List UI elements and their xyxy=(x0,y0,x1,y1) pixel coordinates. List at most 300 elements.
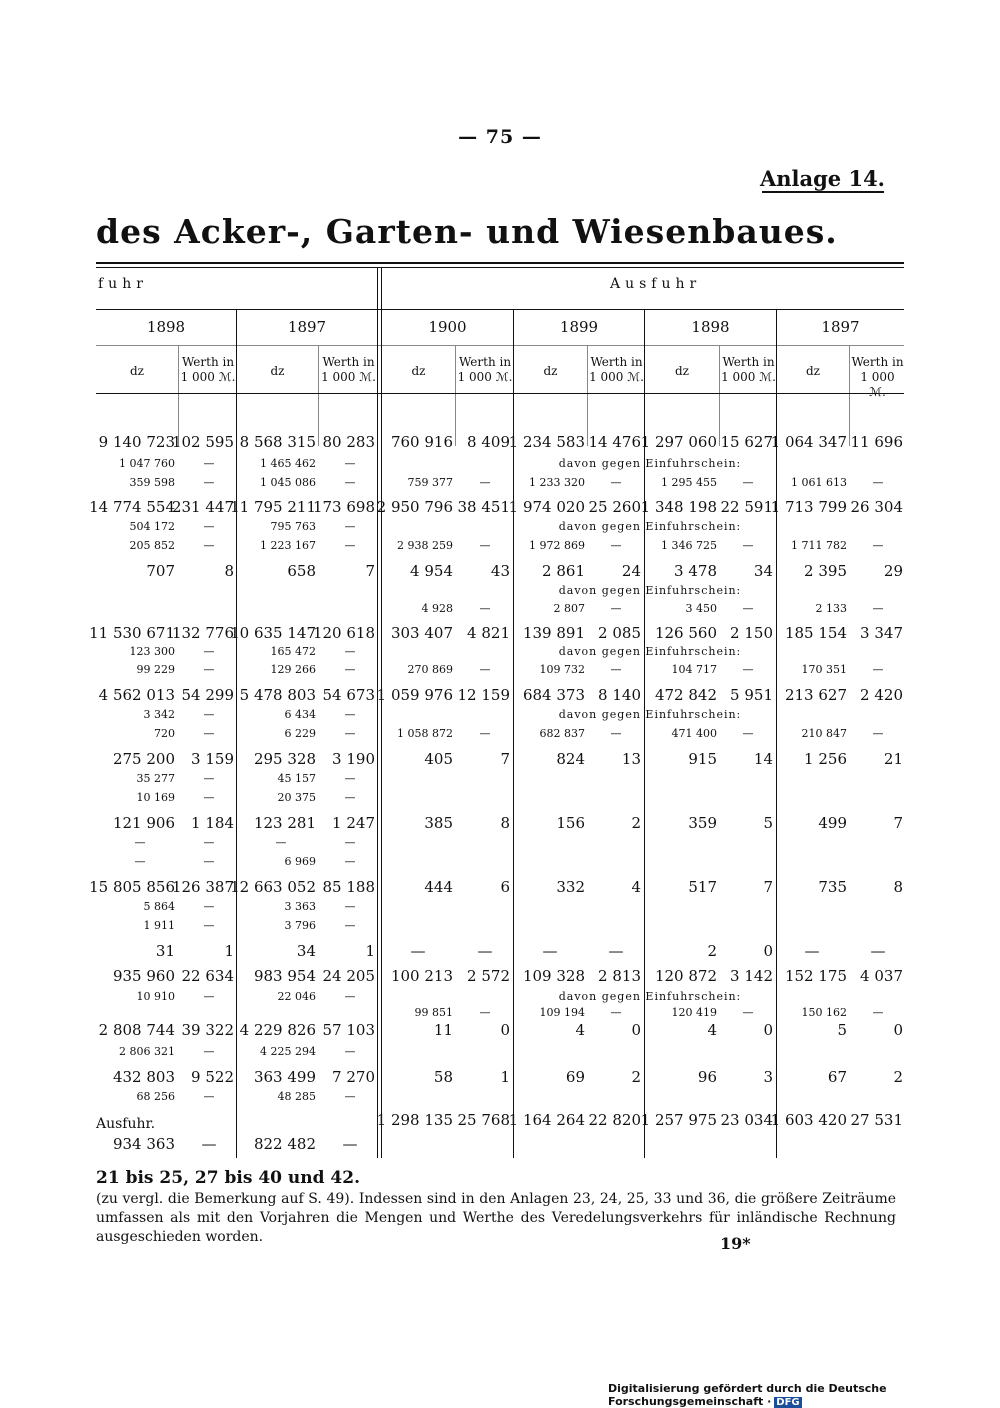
table-cell: 363 499 xyxy=(253,1068,316,1086)
table-cell: 275 200 xyxy=(112,750,175,768)
table-cell: 26 304 xyxy=(850,498,903,516)
table-cell: 8 409 xyxy=(467,433,510,451)
table-cell: 1 233 320 xyxy=(529,476,585,489)
table-cell: 11 xyxy=(433,1021,453,1039)
table-cell: — xyxy=(870,942,886,960)
table-cell: 1 223 167 xyxy=(260,539,316,552)
table-cell: 7 xyxy=(365,562,375,580)
table-cell: — xyxy=(610,602,622,615)
table-cell: 22 591 xyxy=(720,498,773,516)
table-cell: 0 xyxy=(763,1021,773,1039)
table-cell: 2 950 796 xyxy=(376,498,453,516)
table-cell: 1 603 420 xyxy=(770,1111,847,1129)
table-cell: 4 928 xyxy=(421,602,453,615)
table-cell: — xyxy=(479,1006,491,1019)
table-cell: 2 xyxy=(631,814,641,832)
table-cell: 10 910 xyxy=(136,990,175,1003)
col-dz: dz xyxy=(543,364,558,378)
table-cell: — xyxy=(872,539,884,552)
table-cell: 1 045 086 xyxy=(260,476,316,489)
table-cell: 1 348 198 xyxy=(640,498,717,516)
table-cell: 38 451 xyxy=(457,498,510,516)
table-cell: 8 xyxy=(224,562,234,580)
table-cell: 4 xyxy=(575,1021,585,1039)
table-cell: 359 xyxy=(688,814,717,832)
table-cell: 10 169 xyxy=(136,791,175,804)
table-cell: — xyxy=(344,772,356,785)
table-cell: 1 974 020 xyxy=(508,498,585,516)
table-cell: 934 363 xyxy=(112,1135,175,1153)
table-cell: 25 260 xyxy=(588,498,641,516)
table-cell: 1 047 760 xyxy=(119,457,175,470)
table-cell: 5 951 xyxy=(730,686,773,704)
table-cell: 15 805 856 xyxy=(89,878,175,896)
table-cell: 139 891 xyxy=(522,624,585,642)
footer-heading: 21 bis 25, 27 bis 40 und 42. xyxy=(96,1168,360,1188)
table-cell: 185 154 xyxy=(784,624,847,642)
table-cell: 6 969 xyxy=(284,855,316,868)
col-werth: Werth in 1 000 ℳ. xyxy=(321,355,376,384)
table-cell: — xyxy=(203,727,215,740)
table-cell: 80 283 xyxy=(322,433,375,451)
table-cell: 7 xyxy=(500,750,510,768)
table-top-rule xyxy=(96,262,904,264)
table-cell: 432 803 xyxy=(112,1068,175,1086)
table-cell: — xyxy=(344,855,356,868)
table-cell: 8 568 315 xyxy=(239,433,316,451)
sub-divider xyxy=(587,346,588,446)
table-cell: 684 373 xyxy=(522,686,585,704)
table-cell: — xyxy=(872,663,884,676)
davon-note: davon gegen Einfuhrschein: xyxy=(558,645,742,658)
table-cell: 45 157 xyxy=(277,772,316,785)
table-cell: 129 266 xyxy=(270,663,316,676)
table-cell: 332 xyxy=(556,878,585,896)
table-cell: 48 285 xyxy=(277,1090,316,1103)
table-cell: — xyxy=(344,645,356,658)
table-cell: — xyxy=(203,539,215,552)
table-cell: — xyxy=(344,836,356,849)
table-cell: — xyxy=(477,942,493,960)
table-cell: 120 872 xyxy=(654,967,717,985)
table-cell: 2 806 321 xyxy=(119,1045,175,1058)
table-cell: 11 795 211 xyxy=(230,498,316,516)
col-dz: dz xyxy=(805,364,820,378)
table-cell: 156 xyxy=(556,814,585,832)
table-cell: 34 xyxy=(753,562,773,580)
table-cell: 150 162 xyxy=(801,1006,847,1019)
table-cell: 6 xyxy=(500,878,510,896)
sub-divider xyxy=(455,346,456,446)
table-cell: 1 234 583 xyxy=(508,433,585,451)
table-cell: — xyxy=(203,1045,215,1058)
year-header: 1897 xyxy=(821,318,860,336)
table-cell: 22 820 xyxy=(588,1111,641,1129)
davon-note: davon gegen Einfuhrschein: xyxy=(558,990,742,1003)
table-cell: 3 xyxy=(763,1068,773,1086)
table-cell: 39 322 xyxy=(181,1021,234,1039)
table-cell: — xyxy=(479,663,491,676)
table-cell: — xyxy=(344,520,356,533)
table-cell: 58 xyxy=(433,1068,453,1086)
table-cell: 231 447 xyxy=(171,498,234,516)
table-cell: 1 xyxy=(365,942,375,960)
table-cell: — xyxy=(872,476,884,489)
table-cell: 4 821 xyxy=(467,624,510,642)
table-cell: 3 347 xyxy=(860,624,903,642)
table-cell: 34 xyxy=(296,942,316,960)
table-cell: — xyxy=(610,476,622,489)
table-cell: — xyxy=(203,663,215,676)
davon-note: davon gegen Einfuhrschein: xyxy=(558,584,742,597)
table-cell: 2 938 259 xyxy=(397,539,453,552)
table-cell: 472 842 xyxy=(654,686,717,704)
table-cell: 2 085 xyxy=(598,624,641,642)
table-cell: 444 xyxy=(424,878,453,896)
table-cell: 2 133 xyxy=(815,602,847,615)
table-cell: — xyxy=(344,1045,356,1058)
table-cell: — xyxy=(203,855,215,868)
table-cell: 2 150 xyxy=(730,624,773,642)
table-cell: 707 xyxy=(146,562,175,580)
table-cell: — xyxy=(344,457,356,470)
table-cell: 405 xyxy=(424,750,453,768)
table-cell: 1 xyxy=(500,1068,510,1086)
table-cell: 205 852 xyxy=(129,539,175,552)
sub-divider xyxy=(849,346,850,446)
table-cell: — xyxy=(203,520,215,533)
table-cell: 6 434 xyxy=(284,708,316,721)
table-cell: — xyxy=(742,1006,754,1019)
table-cell: — xyxy=(344,663,356,676)
year-header: 1898 xyxy=(146,318,186,336)
table-cell: — xyxy=(344,900,356,913)
table-cell: 8 xyxy=(893,878,903,896)
table-cell: 1 911 xyxy=(143,919,175,932)
table-cell: 983 954 xyxy=(253,967,316,985)
table-cell: 6 229 xyxy=(284,727,316,740)
col-werth: Werth in 1 000 ℳ. xyxy=(457,355,513,384)
table-cell: — xyxy=(872,602,884,615)
table-cell: 504 172 xyxy=(129,520,175,533)
table-cell: — xyxy=(344,1090,356,1103)
table-cell: 14 xyxy=(753,750,773,768)
table-cell: 10 635 147 xyxy=(230,624,316,642)
table-top-rule-thin xyxy=(96,267,904,268)
table-cell: 4 562 013 xyxy=(98,686,175,704)
table-cell: — xyxy=(342,1135,358,1153)
davon-note: davon gegen Einfuhrschein: xyxy=(558,708,742,721)
table-cell: — xyxy=(610,663,622,676)
table-cell: 24 xyxy=(621,562,641,580)
table-cell: 170 351 xyxy=(801,663,847,676)
table-cell: 123 281 xyxy=(253,814,316,832)
table-cell: 4 xyxy=(631,878,641,896)
table-cell: 2 xyxy=(893,1068,903,1086)
table-cell: 0 xyxy=(631,1021,641,1039)
table-cell: 213 627 xyxy=(784,686,847,704)
table-cell: 35 277 xyxy=(136,772,175,785)
table-cell: — xyxy=(203,836,215,849)
table-cell: — xyxy=(410,942,426,960)
table-cell: 120 419 xyxy=(671,1006,717,1019)
table-cell: 68 256 xyxy=(136,1090,175,1103)
table-cell: 4 225 294 xyxy=(260,1045,316,1058)
sub-divider xyxy=(318,346,319,446)
table-cell: 1 711 782 xyxy=(791,539,847,552)
table-cell: 8 140 xyxy=(598,686,641,704)
table-cell: 1 465 462 xyxy=(260,457,316,470)
table-cell: 822 482 xyxy=(253,1135,316,1153)
signature-mark: 19* xyxy=(720,1234,751,1253)
table-cell: 2 807 xyxy=(553,602,585,615)
table-cell: — xyxy=(275,836,287,849)
table-cell: — xyxy=(479,539,491,552)
annex-label: Anlage 14. xyxy=(759,166,885,191)
table-cell: 25 768 xyxy=(457,1111,510,1129)
table-cell: 303 407 xyxy=(390,624,453,642)
table-cell: 99 851 xyxy=(414,1006,453,1019)
table-cell: 270 869 xyxy=(407,663,453,676)
table-cell: 1 xyxy=(224,942,234,960)
table-cell: — xyxy=(608,942,624,960)
table-cell: 0 xyxy=(763,942,773,960)
table-cell: — xyxy=(742,539,754,552)
table-cell: — xyxy=(203,476,215,489)
year-header: 1899 xyxy=(559,318,599,336)
table-cell: 210 847 xyxy=(801,727,847,740)
table-cell: — xyxy=(203,457,215,470)
table-cell: 735 xyxy=(818,878,847,896)
table-cell: 2 420 xyxy=(860,686,903,704)
table-cell: 123 300 xyxy=(129,645,175,658)
col-werth: Werth in 1 000 ℳ. xyxy=(180,355,236,384)
table-cell: — xyxy=(344,727,356,740)
table-cell: 22 046 xyxy=(277,990,316,1003)
table-cell: 23 034 xyxy=(720,1111,773,1129)
table-cell: 54 673 xyxy=(322,686,375,704)
subheader-rule xyxy=(96,393,904,394)
table-cell: — xyxy=(742,476,754,489)
table-cell: 126 560 xyxy=(654,624,717,642)
table-cell: 24 205 xyxy=(322,967,375,985)
table-cell: 5 864 xyxy=(143,900,175,913)
table-cell: 132 776 xyxy=(171,624,234,642)
table-cell: 1 064 347 xyxy=(770,433,847,451)
col-dz: dz xyxy=(674,364,689,378)
table-cell: — xyxy=(479,727,491,740)
table-cell: 824 xyxy=(556,750,585,768)
table-cell: 104 717 xyxy=(671,663,717,676)
table-cell: 96 xyxy=(697,1068,717,1086)
col-dz: dz xyxy=(270,364,285,378)
table-cell: 1 346 725 xyxy=(661,539,717,552)
table-cell: 2 xyxy=(707,942,717,960)
table-cell: 517 xyxy=(688,878,717,896)
sub-divider xyxy=(178,346,179,446)
table-cell: 3 796 xyxy=(284,919,316,932)
table-cell: 99 229 xyxy=(136,663,175,676)
table-cell: 720 xyxy=(154,727,175,740)
table-cell: 31 xyxy=(155,942,175,960)
table-cell: — xyxy=(742,727,754,740)
table-cell: 1 184 xyxy=(191,814,234,832)
table-cell: — xyxy=(203,990,215,1003)
table-cell: — xyxy=(344,476,356,489)
col-dz: dz xyxy=(129,364,144,378)
section-caption-import: fuhr xyxy=(98,276,148,292)
table-cell: 11 530 671 xyxy=(89,624,175,642)
table-cell: 2 xyxy=(631,1068,641,1086)
table-cell: 658 xyxy=(287,562,316,580)
table-cell: 2 813 xyxy=(598,967,641,985)
dfg-credit xyxy=(608,1382,1000,1408)
table-cell: 3 142 xyxy=(730,967,773,985)
table-cell: 359 598 xyxy=(129,476,175,489)
table-cell: 57 103 xyxy=(322,1021,375,1039)
table-cell: — xyxy=(344,919,356,932)
table-cell: 9 140 723 xyxy=(98,433,175,451)
table-cell: — xyxy=(203,708,215,721)
table-cell: 7 xyxy=(763,878,773,896)
table-cell: — xyxy=(134,836,146,849)
table-cell: 2 861 xyxy=(542,562,585,580)
table-cell: — xyxy=(203,1090,215,1103)
table-cell: 471 400 xyxy=(671,727,717,740)
table-cell: 43 xyxy=(490,562,510,580)
table-cell: 15 627 xyxy=(720,433,773,451)
table-cell: 2 572 xyxy=(467,967,510,985)
table-cell: 499 xyxy=(818,814,847,832)
table-cell: — xyxy=(203,791,215,804)
table-cell: 1 295 455 xyxy=(661,476,717,489)
table-cell: 760 916 xyxy=(390,433,453,451)
table-cell: 3 478 xyxy=(674,562,717,580)
table-cell: 109 732 xyxy=(539,663,585,676)
table-cell: — xyxy=(203,919,215,932)
table-cell: 21 xyxy=(883,750,903,768)
year-header: 1897 xyxy=(287,318,327,336)
table-cell: 1 247 xyxy=(332,814,375,832)
table-cell: — xyxy=(610,1006,622,1019)
table-cell: 295 328 xyxy=(253,750,316,768)
page-number: — 75 — xyxy=(458,126,542,148)
table-cell: 795 763 xyxy=(270,520,316,533)
table-cell: — xyxy=(344,708,356,721)
table-cell: 14 476 xyxy=(588,433,641,451)
table-cell: 27 531 xyxy=(850,1111,903,1129)
table-cell: 11 696 xyxy=(850,433,903,451)
table-cell: 7 xyxy=(893,814,903,832)
table-cell: 1 298 135 xyxy=(376,1111,453,1129)
col-dz: dz xyxy=(411,364,426,378)
table-cell: 1 256 xyxy=(804,750,847,768)
table-cell: 0 xyxy=(893,1021,903,1039)
table-cell: 935 960 xyxy=(112,967,175,985)
table-cell: — xyxy=(479,476,491,489)
table-cell: 120 618 xyxy=(312,624,375,642)
year-header: 1900 xyxy=(428,318,467,336)
table-cell: 3 450 xyxy=(685,602,717,615)
table-cell: 682 837 xyxy=(539,727,585,740)
table-cell: 67 xyxy=(827,1068,847,1086)
table-cell: — xyxy=(542,942,558,960)
table-cell: 152 175 xyxy=(784,967,847,985)
table-cell: 1 164 264 xyxy=(508,1111,585,1129)
table-cell: 3 342 xyxy=(143,708,175,721)
section-caption-export: Ausfuhr xyxy=(610,276,702,292)
table-cell: 1 297 060 xyxy=(640,433,717,451)
table-cell: — xyxy=(479,602,491,615)
table-cell: 5 478 803 xyxy=(239,686,316,704)
table-cell: 4 229 826 xyxy=(239,1021,316,1039)
table-cell: 0 xyxy=(500,1021,510,1039)
table-cell: 165 472 xyxy=(270,645,316,658)
table-cell: 385 xyxy=(424,814,453,832)
table-cell: 5 xyxy=(763,814,773,832)
sub-divider xyxy=(719,346,720,446)
table-cell: — xyxy=(872,1006,884,1019)
table-cell: 3 363 xyxy=(284,900,316,913)
table-cell: 1 059 976 xyxy=(376,686,453,704)
table-cell: 9 522 xyxy=(191,1068,234,1086)
table-cell: 22 634 xyxy=(181,967,234,985)
table-cell: 2 808 744 xyxy=(98,1021,175,1039)
davon-note: davon gegen Einfuhrschein: xyxy=(558,520,742,533)
table-cell: 12 159 xyxy=(457,686,510,704)
table-cell: 5 xyxy=(837,1021,847,1039)
section-header-rule xyxy=(96,309,904,310)
table-cell: — xyxy=(872,727,884,740)
table-cell: 3 190 xyxy=(332,750,375,768)
table-cell: 915 xyxy=(688,750,717,768)
table-cell: — xyxy=(344,990,356,1003)
table-cell: 109 328 xyxy=(522,967,585,985)
col-werth: Werth in 1 000 ℳ. xyxy=(851,355,904,399)
table-cell: 126 387 xyxy=(171,878,234,896)
table-cell: 1 257 975 xyxy=(640,1111,717,1129)
table-cell: 2 395 xyxy=(804,562,847,580)
ausfuhr-label: Ausfuhr. xyxy=(96,1116,156,1132)
table-cell: 121 906 xyxy=(112,814,175,832)
table-cell: 7 270 xyxy=(332,1068,375,1086)
table-cell: — xyxy=(203,900,215,913)
table-cell: 759 377 xyxy=(407,476,453,489)
davon-note: davon gegen Einfuhrschein: xyxy=(558,457,742,470)
table-cell: 173 698 xyxy=(312,498,375,516)
table-cell: 12 663 052 xyxy=(230,878,316,896)
table-cell: — xyxy=(201,1135,217,1153)
table-cell: 1 713 799 xyxy=(770,498,847,516)
table-cell: — xyxy=(344,539,356,552)
table-cell: 85 188 xyxy=(322,878,375,896)
table-cell: 29 xyxy=(883,562,903,580)
table-cell: — xyxy=(203,772,215,785)
table-cell: — xyxy=(344,791,356,804)
table-cell: 14 774 554 xyxy=(89,498,175,516)
table-cell: 8 xyxy=(500,814,510,832)
table-cell: 1 972 869 xyxy=(529,539,585,552)
table-cell: — xyxy=(742,602,754,615)
table-cell: 20 375 xyxy=(277,791,316,804)
dfg-logo: DFG xyxy=(776,1397,800,1408)
footer-text: (zu vergl. die Bemerkung auf S. 49). Indessen sind in den Anlagen 23, 24, 25, 33 und 36, die größere Zeiträume umfassen als mit den Vorjahren die Mengen und Werthe des Veredelungsverkehrs für inländische Rechnung ausgeschieden worden. xyxy=(96,1191,896,1245)
col-werth: Werth in 1 000 ℳ. xyxy=(721,355,776,384)
table-cell: 1 061 613 xyxy=(791,476,847,489)
table-cell: 109 194 xyxy=(539,1006,585,1019)
year-header-rule xyxy=(96,345,904,346)
table-cell: 54 299 xyxy=(181,686,234,704)
